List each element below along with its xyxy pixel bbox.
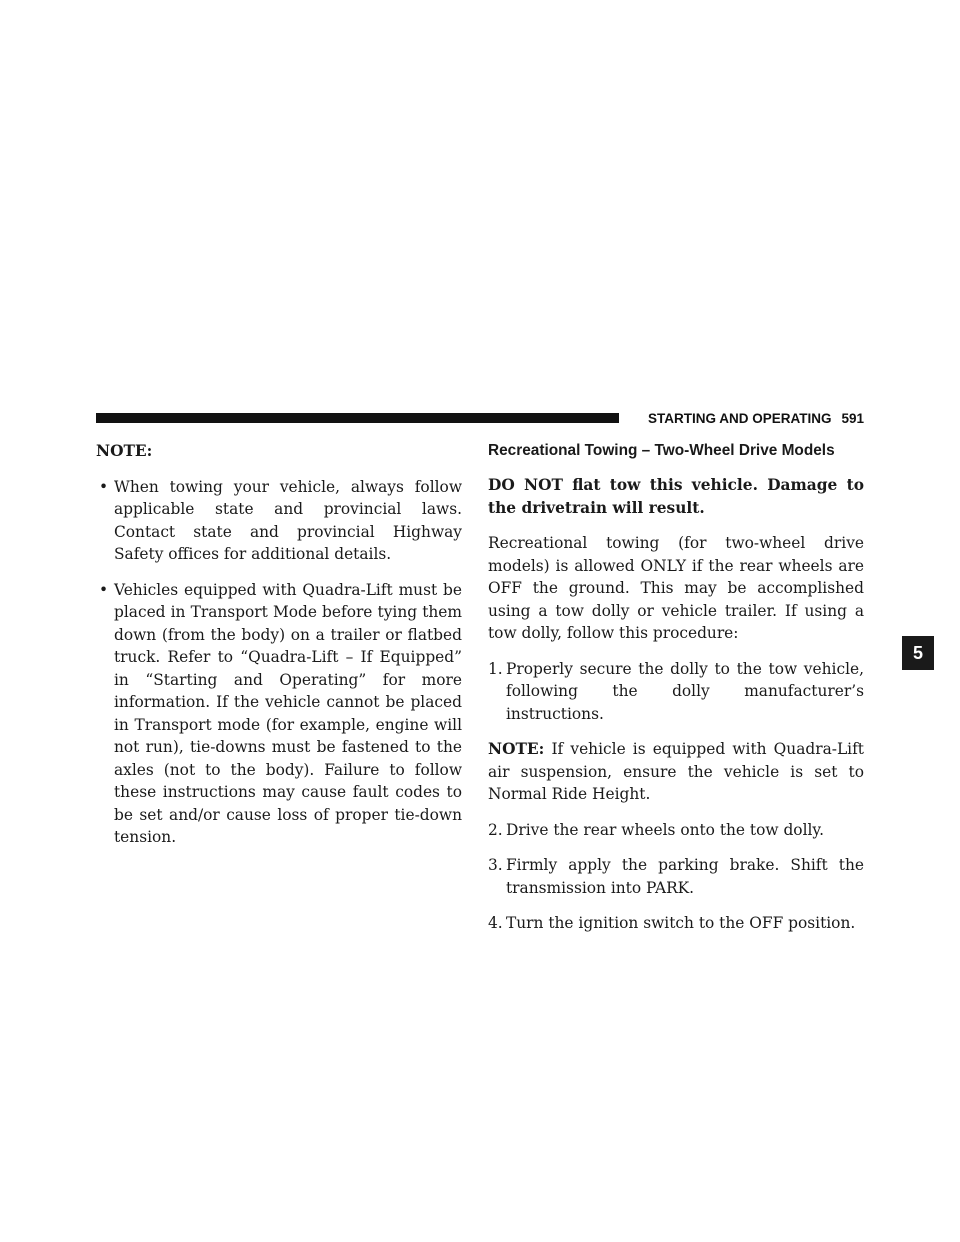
section-heading: Recreational Towing – Two-Wheel Drive Models bbox=[488, 442, 835, 459]
procedure-step bbox=[488, 658, 864, 726]
procedure-step bbox=[488, 819, 864, 842]
page-number: 591 bbox=[841, 411, 864, 426]
left-column bbox=[96, 440, 462, 862]
section-title: STARTING AND OPERATING bbox=[647, 411, 832, 426]
right-column bbox=[488, 440, 864, 948]
list-item bbox=[96, 476, 462, 566]
bullet-icon: • bbox=[99, 477, 109, 496]
intro-paragraph: Recreational towing (for two-wheel drive models) is allowed ONLY if the rear wheels are OFF the ground. This may be accomplished using a tow dolly or vehicle trailer. If using a tow dolly, follow this procedure: bbox=[488, 534, 864, 642]
bullet-text: When towing your vehicle, always follow applicable state and provincial laws. Contact state and provincial Highway Safety offices for additional details. bbox=[114, 477, 462, 563]
procedure-step bbox=[488, 854, 864, 899]
step-number: 2. bbox=[488, 820, 503, 839]
note-label: NOTE: bbox=[96, 442, 153, 460]
procedure-step bbox=[488, 912, 864, 935]
step-text: Properly secure the dolly to the tow vehicle, following the dolly manufacturer’s instructions. bbox=[506, 659, 864, 723]
chapter-tab: 5 bbox=[902, 636, 934, 670]
bullet-icon: • bbox=[99, 580, 109, 599]
step-number: 1. bbox=[488, 659, 503, 678]
list-item bbox=[96, 579, 462, 849]
note-label: NOTE: bbox=[488, 740, 545, 758]
step-text: Firmly apply the parking brake. Shift the transmission into PARK. bbox=[506, 856, 864, 897]
note-text: If vehicle is equipped with Quadra-Lift air suspension, ensure the vehicle is set to Normal Ride Height. bbox=[488, 740, 864, 803]
header-rule bbox=[96, 413, 619, 423]
step-number: 3. bbox=[488, 856, 503, 874]
step-text: Turn the ignition switch to the OFF position. bbox=[506, 914, 856, 932]
step-number: 4. bbox=[488, 914, 503, 932]
inline-note bbox=[488, 738, 864, 806]
running-head bbox=[632, 411, 864, 426]
bullet-text: Vehicles equipped with Quadra-Lift must be placed in Transport Mode before tying them down (from the body) on a trailer or flatbed truck. Refer to “Quadra-Lift – If Equipped” in “Starting and Operating” for more information. If the vehicle cannot be placed in Transport mode (for example, engine will not run), tie-downs must be fastened to the axles (not to the body). Failure to follow these instructions may cause fault codes to be set and/or cause loss of proper tie-down tension. bbox=[114, 580, 462, 846]
warning-text: DO NOT flat tow this vehicle. Damage to the drivetrain will result. bbox=[488, 476, 864, 517]
step-text: Drive the rear wheels onto the tow dolly. bbox=[506, 820, 824, 839]
